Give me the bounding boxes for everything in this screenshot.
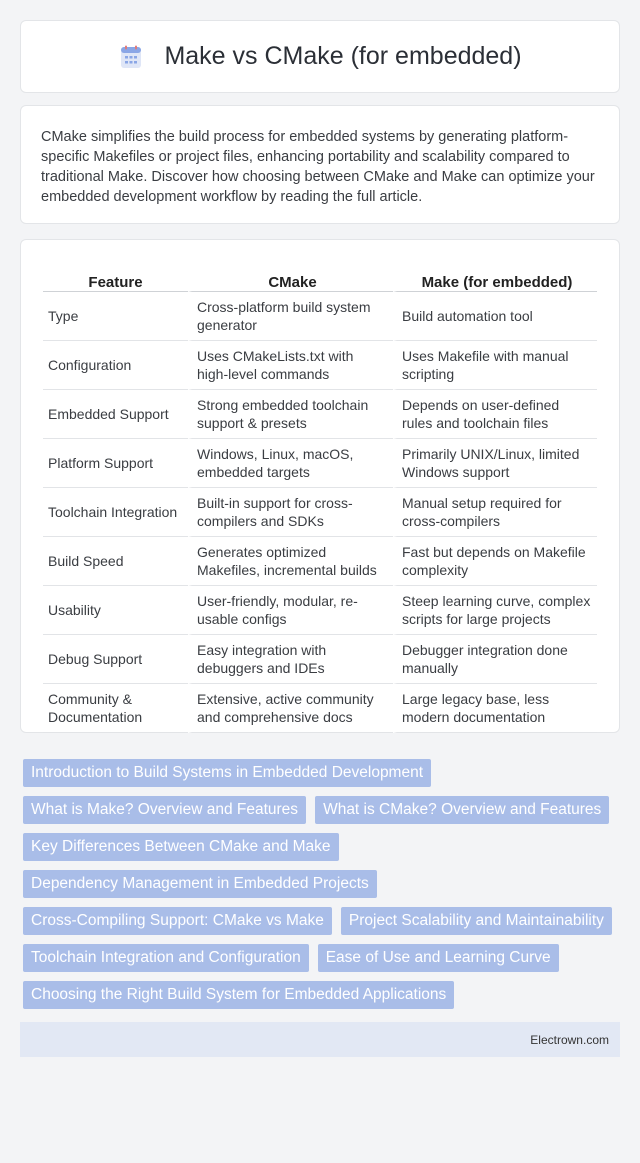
comparison-table bbox=[43, 260, 597, 733]
table-row bbox=[43, 488, 597, 537]
cmake-cell: Strong embedded toolchain support & presets bbox=[188, 390, 393, 439]
cmake-cell: Cross-platform build system generator bbox=[188, 292, 393, 341]
related-link[interactable]: Choosing the Right Build System for Embedded Applications bbox=[23, 981, 454, 1009]
table-row bbox=[43, 390, 597, 439]
footer bbox=[20, 1022, 620, 1057]
make-cell: Fast but depends on Makefile complexity bbox=[393, 537, 597, 586]
feature-cell: Usability bbox=[43, 586, 188, 635]
table-row bbox=[43, 537, 597, 586]
table-row bbox=[43, 635, 597, 684]
title-card bbox=[20, 20, 620, 93]
table-row bbox=[43, 586, 597, 635]
feature-cell: Embedded Support bbox=[43, 390, 188, 439]
cmake-cell: Easy integration with debuggers and IDEs bbox=[188, 635, 393, 684]
related-link[interactable]: Project Scalability and Maintainability bbox=[341, 907, 612, 935]
intro-text: CMake simplifies the build process for embedded systems by generating platform-specific Makefiles or project files, enhancing portability and scalability compared to traditional Make. Discover how choosing between CMake and Make can optimize your embedded development workflow by reading the full article. bbox=[41, 129, 595, 205]
cmake-cell: Windows, Linux, macOS, embedded targets bbox=[188, 439, 393, 488]
feature-cell: Toolchain Integration bbox=[43, 488, 188, 537]
make-cell: Debugger integration done manually bbox=[393, 635, 597, 684]
cmake-cell: Built-in support for cross-compilers and SDKs bbox=[188, 488, 393, 537]
make-cell: Depends on user-defined rules and toolchain files bbox=[393, 390, 597, 439]
cmake-cell: Uses CMakeLists.txt with high-level commands bbox=[188, 341, 393, 390]
table-row bbox=[43, 341, 597, 390]
feature-cell: Debug Support bbox=[43, 635, 188, 684]
intro-card bbox=[20, 105, 620, 224]
cmake-cell: Extensive, active community and comprehensive docs bbox=[188, 684, 393, 733]
related-link[interactable]: What is CMake? Overview and Features bbox=[315, 796, 609, 824]
related-links bbox=[23, 759, 620, 1009]
make-cell: Build automation tool bbox=[393, 292, 597, 341]
make-cell: Manual setup required for cross-compilers bbox=[393, 488, 597, 537]
feature-cell: Platform Support bbox=[43, 439, 188, 488]
table-row bbox=[43, 439, 597, 488]
feature-cell: Type bbox=[43, 292, 188, 341]
feature-cell: Community & Documentation bbox=[43, 684, 188, 733]
cmake-cell: User-friendly, modular, re-usable configs bbox=[188, 586, 393, 635]
related-link[interactable]: Ease of Use and Learning Curve bbox=[318, 944, 559, 972]
header-feature: Feature bbox=[43, 260, 188, 292]
table-header-row bbox=[43, 260, 597, 292]
header-make: Make (for embedded) bbox=[393, 260, 597, 292]
related-link[interactable]: Key Differences Between CMake and Make bbox=[23, 833, 339, 861]
related-link[interactable]: Toolchain Integration and Configuration bbox=[23, 944, 309, 972]
feature-cell: Configuration bbox=[43, 341, 188, 390]
cmake-cell: Generates optimized Makefiles, incremental builds bbox=[188, 537, 393, 586]
make-cell: Large legacy base, less modern documentation bbox=[393, 684, 597, 733]
comparison-table-card bbox=[20, 239, 620, 733]
footer-site: Electrown.com bbox=[530, 1032, 609, 1047]
feature-cell: Build Speed bbox=[43, 537, 188, 586]
table-row bbox=[43, 684, 597, 733]
make-cell: Primarily UNIX/Linux, limited Windows support bbox=[393, 439, 597, 488]
related-link[interactable]: Introduction to Build Systems in Embedded Development bbox=[23, 759, 431, 787]
make-cell: Uses Makefile with manual scripting bbox=[393, 341, 597, 390]
table-row bbox=[43, 292, 597, 341]
make-cell: Steep learning curve, complex scripts for large projects bbox=[393, 586, 597, 635]
document-list-icon bbox=[118, 44, 144, 70]
page-title: Make vs CMake (for embedded) bbox=[164, 42, 522, 70]
related-link[interactable]: Dependency Management in Embedded Projects bbox=[23, 870, 377, 898]
related-link[interactable]: Cross-Compiling Support: CMake vs Make bbox=[23, 907, 332, 935]
header-cmake: CMake bbox=[188, 260, 393, 292]
related-link[interactable]: What is Make? Overview and Features bbox=[23, 796, 306, 824]
